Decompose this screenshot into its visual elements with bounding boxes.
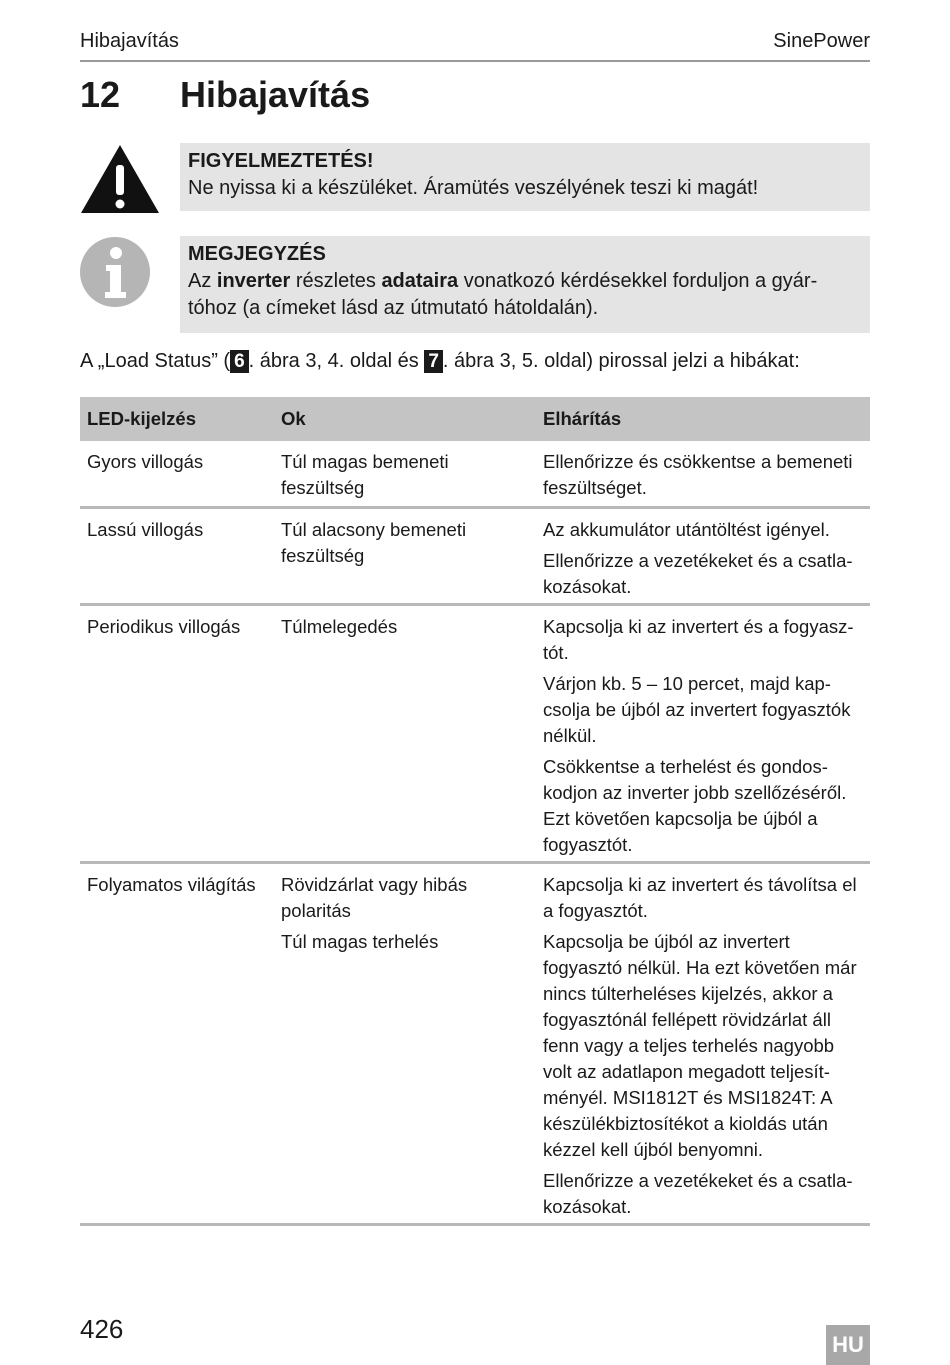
led-cell: Periodikus villogás <box>87 616 241 637</box>
header-product-name: SinePower <box>773 30 870 52</box>
figure-ref-7: 7 <box>424 350 443 373</box>
chapter-number: 12 <box>80 74 121 115</box>
remedy-cell: Az akkumulátor utántöltést igényel. Ellenőrizze a vezetékeket és a csatla-kozásokat. <box>543 519 853 597</box>
led-cell: Folyamatos világítás <box>87 874 256 895</box>
running-header <box>80 28 870 62</box>
table-row <box>80 864 870 1226</box>
chapter-title: Hibajavítás <box>180 74 371 115</box>
table-row <box>80 441 870 509</box>
table-header-row <box>80 397 870 441</box>
warning-text: Ne nyissa ki a készüléket. Áramütés veszélyének teszi ki magát! <box>188 177 759 199</box>
warning-box <box>180 143 870 211</box>
page-number: 426 <box>80 1314 124 1344</box>
led-cell: Lassú villogás <box>87 519 204 540</box>
note-heading: MEGJEGYZÉS <box>188 243 326 265</box>
language-badge: HU <box>826 1325 870 1365</box>
remedy-cell: Ellenőrizze és csökkentse a bemeneti feszültséget. <box>543 451 853 498</box>
column-header-cause: Ok <box>281 408 306 429</box>
note-text: Az inverter részletes adataira vonatkozó kérdésekkel forduljon a gyár- tóhoz (a címeket lásd az útmutató hátoldalán). <box>188 270 818 319</box>
info-icon <box>79 236 151 308</box>
troubleshooting-table <box>80 397 870 1226</box>
intro-paragraph: A „Load Status” ( 6 . ábra 3, 4. oldal és 7 . ábra 3, 5. oldal) pirossal jelzi a hibákat: <box>80 350 800 372</box>
cause-cell: Túl alacsony bemeneti feszültség <box>281 519 467 566</box>
note-box <box>180 236 870 333</box>
cause-cell: Túlmelegedés <box>281 616 398 637</box>
table-row <box>80 509 870 606</box>
warning-heading: FIGYELMEZTETÉS! <box>188 150 374 172</box>
cause-cell: Túl magas bemeneti feszültség <box>281 451 449 498</box>
header-section-title: Hibajavítás <box>80 30 179 52</box>
column-header-remedy: Elhárítás <box>543 408 622 429</box>
led-cell: Gyors villogás <box>87 451 204 472</box>
figure-ref-6: 6 <box>230 350 249 373</box>
remedy-cell: Kapcsolja ki az invertert és a fogyasz-tót. Várjon kb. 5 – 10 percet, majd kap-csolja be újból az invertert fogyasztók nélkül. Csökkentse a terhelést és gondos-kodjon az inverter jobb szellőzéséről. Ezt követően kapcsolja be újból a fogyasztót. <box>543 616 854 855</box>
cause-cell: Rövidzárlat vagy hibás polaritás Túl magas terhelés <box>281 874 468 952</box>
column-header-led: LED-kijelzés <box>87 408 196 429</box>
remedy-cell: Kapcsolja ki az invertert és távolítsa el a fogyasztót. Kapcsolja be újból az invertert fogyasztó nélkül. Ha ezt követően már nincs túlterheléses kijelzés, akkor a fogyasztónál fellépett rövidzárlat áll fenn vagy a teljes terhelés nagyobb volt az adatlapon megadott teljesít-ményél. MSI1812T és MSI1824T: A készülékbiztosítékot a kioldás után kézzel kell újból benyomni. Ellenőrizze a vezetékeket és a csatla-kozásokat. <box>543 874 857 1217</box>
warning-triangle-icon <box>79 143 161 215</box>
table-row <box>80 606 870 864</box>
